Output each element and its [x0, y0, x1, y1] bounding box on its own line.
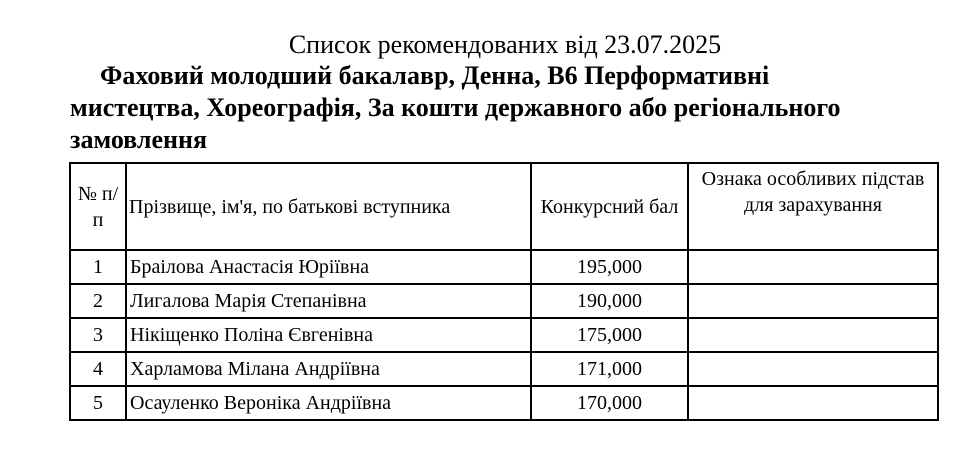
document-subtitle: Фаховий молодший бакалавр, Денна, В6 Перформативні мистецтва, Хореографія, За кошти державного або регіонального замовлення [70, 61, 841, 154]
row-name: Нікіщенко Поліна Євгенівна [126, 318, 531, 352]
table-header-row [70, 163, 938, 250]
row-number: 3 [70, 318, 126, 352]
row-name: Лигалова Марія Степанівна [126, 284, 531, 318]
row-number: 5 [70, 386, 126, 420]
table-row [70, 386, 938, 420]
header-number: № п/п [70, 163, 126, 250]
header-name: Прізвище, ім'я, по батькові вступника [126, 163, 531, 250]
row-score: 190,000 [531, 284, 688, 318]
header-score: Конкурсний бал [531, 163, 688, 250]
row-score: 175,000 [531, 318, 688, 352]
row-basis [688, 284, 938, 318]
row-name: Осауленко Вероніка Андріївна [126, 386, 531, 420]
row-number: 4 [70, 352, 126, 386]
row-basis [688, 318, 938, 352]
row-name: Харламова Мілана Андріївна [126, 352, 531, 386]
row-number: 1 [70, 250, 126, 284]
header-basis: Ознака особливих підстав для зарахування [688, 163, 938, 250]
row-score: 195,000 [531, 250, 688, 284]
row-basis [688, 386, 938, 420]
row-number: 2 [70, 284, 126, 318]
row-basis [688, 250, 938, 284]
table-row [70, 318, 938, 352]
row-basis [688, 352, 938, 386]
table-row [70, 284, 938, 318]
recommended-list-table [69, 162, 939, 421]
row-name: Браілова Анастасія Юріївна [126, 250, 531, 284]
table-row [70, 250, 938, 284]
row-score: 170,000 [531, 386, 688, 420]
row-score: 171,000 [531, 352, 688, 386]
table-row [70, 352, 938, 386]
document-title: Список рекомендованих від 23.07.2025 [288, 30, 722, 59]
